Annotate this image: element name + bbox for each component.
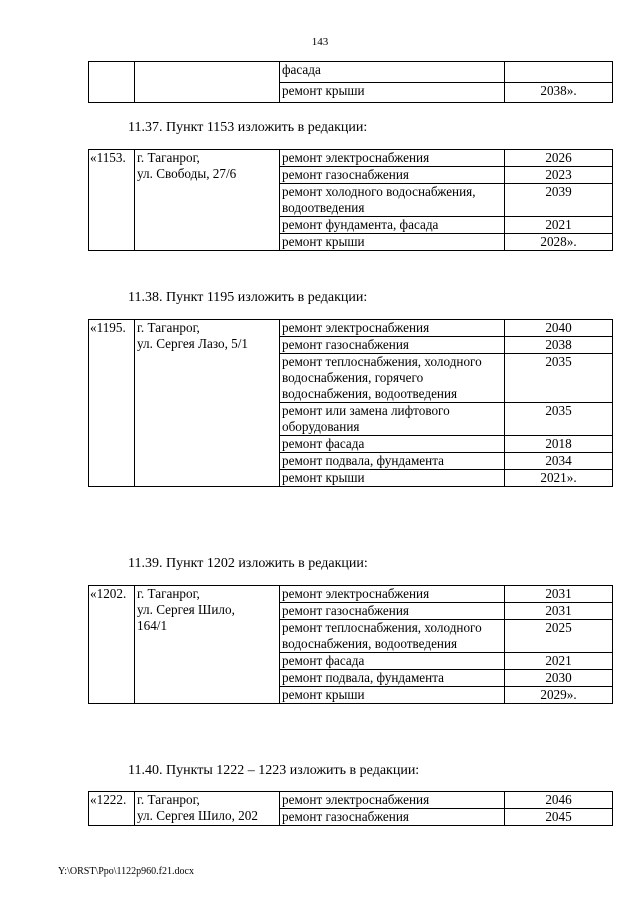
address-cell: г. Таганрог, ул. Сергея Шило, 202 — [135, 792, 280, 826]
work-cell: ремонт или замена лифтового оборудования — [280, 403, 505, 436]
work-cell: ремонт теплоснабжения, холодного водоснабжения, водоотведения — [280, 620, 505, 653]
work-cell: ремонт газоснабжения — [280, 167, 505, 184]
section-heading: 11.38. Пункт 1195 изложить в редакции: — [128, 290, 368, 305]
section-heading: 11.40. Пункты 1222 – 1223 изложить в редакции: — [128, 763, 420, 778]
year-cell: 2021». — [505, 470, 613, 487]
year-cell: 2040 — [505, 320, 613, 337]
year-cell: 2021 — [505, 217, 613, 234]
work-cell: ремонт подвала, фундамента — [280, 453, 505, 470]
num-cell — [89, 62, 135, 103]
section-table — [88, 149, 613, 251]
year-cell — [505, 62, 613, 83]
item-number: «1153. — [89, 150, 135, 251]
year-cell: 2046 — [505, 792, 613, 809]
year-cell: 2045 — [505, 809, 613, 826]
year-cell: 2028». — [505, 234, 613, 251]
work-cell: ремонт теплоснабжения, холодного водоснабжения, горячего водоснабжения, водоотведения — [280, 354, 505, 403]
work-cell: ремонт холодного водоснабжения, водоотведения — [280, 184, 505, 217]
section-heading: 11.39. Пункт 1202 изложить в редакции: — [128, 556, 368, 571]
item-number: «1202. — [89, 586, 135, 704]
year-cell: 2021 — [505, 653, 613, 670]
year-cell: 2026 — [505, 150, 613, 167]
work-cell: ремонт газоснабжения — [280, 809, 505, 826]
work-cell: ремонт электроснабжения — [280, 586, 505, 603]
section-table — [88, 791, 613, 826]
work-cell: ремонт газоснабжения — [280, 337, 505, 354]
continuation-table — [88, 61, 613, 103]
work-cell: фасада — [280, 62, 505, 83]
work-cell: ремонт электроснабжения — [280, 150, 505, 167]
year-cell: 2038 — [505, 337, 613, 354]
work-cell: ремонт крыши — [280, 470, 505, 487]
document-path: Y:\ORST\Ppo\1122p960.f21.docx — [58, 866, 194, 877]
table-row — [89, 62, 613, 83]
year-cell: 2031 — [505, 586, 613, 603]
work-cell: ремонт электроснабжения — [280, 792, 505, 809]
work-cell: ремонт газоснабжения — [280, 603, 505, 620]
work-cell: ремонт фасада — [280, 653, 505, 670]
year-cell: 2035 — [505, 354, 613, 403]
item-number: «1222. — [89, 792, 135, 826]
table-row — [89, 586, 613, 603]
year-cell: 2025 — [505, 620, 613, 653]
address-cell: г. Таганрог, ул. Сергея Шило, 164/1 — [135, 586, 280, 704]
table-row — [89, 320, 613, 337]
work-cell: ремонт крыши — [280, 234, 505, 251]
table-row — [89, 150, 613, 167]
table-row — [89, 792, 613, 809]
work-cell: ремонт фасада — [280, 436, 505, 453]
section-heading: 11.37. Пункт 1153 изложить в редакции: — [128, 120, 368, 135]
year-cell: 2030 — [505, 670, 613, 687]
year-cell: 2023 — [505, 167, 613, 184]
item-number: «1195. — [89, 320, 135, 487]
year-cell: 2039 — [505, 184, 613, 217]
section-table — [88, 319, 613, 487]
section-table — [88, 585, 613, 704]
work-cell: ремонт подвала, фундамента — [280, 670, 505, 687]
work-cell: ремонт крыши — [280, 687, 505, 704]
year-cell: 2035 — [505, 403, 613, 436]
year-cell: 2029». — [505, 687, 613, 704]
address-cell: г. Таганрог, ул. Свободы, 27/6 — [135, 150, 280, 251]
address-cell: г. Таганрог, ул. Сергея Лазо, 5/1 — [135, 320, 280, 487]
year-cell: 2038». — [505, 82, 613, 103]
year-cell: 2031 — [505, 603, 613, 620]
year-cell: 2018 — [505, 436, 613, 453]
address-cell — [135, 62, 280, 103]
year-cell: 2034 — [505, 453, 613, 470]
work-cell: ремонт электроснабжения — [280, 320, 505, 337]
work-cell: ремонт крыши — [280, 82, 505, 103]
work-cell: ремонт фундамента, фасада — [280, 217, 505, 234]
page-number: 143 — [311, 36, 329, 48]
